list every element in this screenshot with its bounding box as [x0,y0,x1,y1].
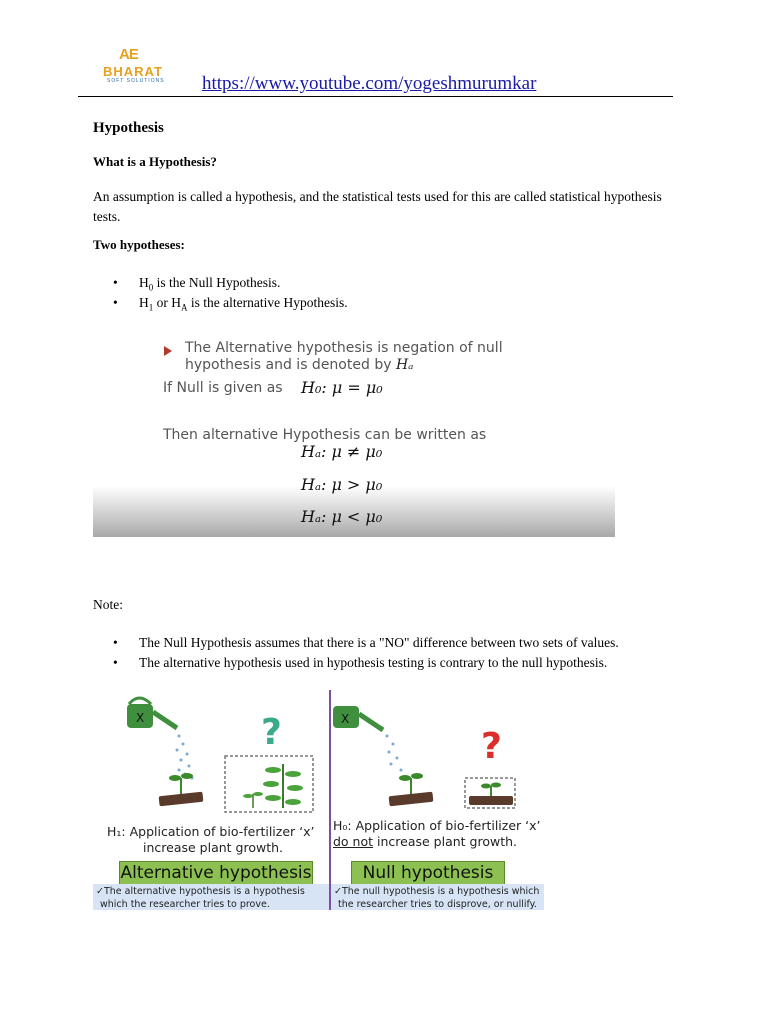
two-hypotheses-heading: Two hypotheses: [93,237,185,252]
definition-paragraph: An assumption is called a hypothesis, and the statistical tests used for this are called statistical hypothesis tests. [93,189,662,224]
seedling-icon [389,773,434,806]
hypothesis-plants-figure [93,690,544,910]
null-equation: H₀: μ = μ₀ [301,378,383,397]
svg-text:X: X [136,711,145,725]
alt-equation-ne: Hₐ: μ ≠ μ₀ [301,442,383,461]
company-logo [95,44,173,88]
seedling-icon [159,773,204,806]
note-item: • The Null Hypothesis assumes that there is a "NO" difference between two sets of values. [93,633,619,653]
logo-name: BHARAT [103,64,163,79]
list-item-null: • $H_0$ is the Null Hypothesis. [93,273,348,293]
alternative-hypothesis-label: Alternative hypothesis [120,863,312,883]
alternative-label: Then alternative Hypothesis can be written as [163,427,487,443]
small-seedling-icon [469,783,513,806]
page-title: Hypothesis [93,120,164,136]
water-drops-icon [176,735,194,780]
watering-can-icon [127,698,177,728]
null-description: ✓The null hypothesis is a hypothesis which the researcher tries to disprove, or nullify. [331,884,544,910]
note-item: • The alternative hypothesis used in hypothesis testing is contrary to the null hypothesis. [93,653,619,673]
watering-can-icon [333,706,383,730]
water-drops-icon [386,735,403,772]
alternative-description: ✓The alternative hypothesis is a hypothesis which the researcher tries to prove. [93,884,329,910]
header-divider [78,96,673,97]
grown-plant-icon [243,764,303,808]
question-mark-icon: ? [261,712,282,753]
note-list [93,633,619,673]
list-item-alternative: • $H_1$ or $H_A$ is the alternative Hypothesis. [93,293,348,313]
alternative-caption: H₁: Application of bio-fertilizer ‘x’ increase plant growth. [107,824,315,855]
bullet-triangle-icon [164,346,172,356]
question-heading: What is a Hypothesis? [93,154,217,169]
alt-equation-lt: Hₐ: μ < μ₀ [301,507,383,526]
logo-mark: AE [119,46,138,63]
hypotheses-list [93,273,348,313]
null-caption: H₀: Application of bio-fertilizer ‘x’ do not increase plant growth. [333,818,541,849]
svg-text:X: X [341,712,350,726]
alt-equation-gt: Hₐ: μ > μ₀ [301,475,383,494]
slide-line-1: The Alternative hypothesis is negation of null [185,340,503,356]
question-mark-icon: ? [481,726,502,767]
note-label: Note: [93,597,123,612]
alternative-hypothesis-slide [93,336,615,537]
alternative-illustration [93,690,329,820]
logo-subtitle: SOFT SOLUTIONS [107,78,165,84]
null-given-label: If Null is given as [163,380,283,396]
null-hypothesis-label: Null hypothesis [351,861,505,885]
youtube-link[interactable]: https://www.youtube.com/yogeshmurumkar [202,73,537,94]
slide-line-2: hypothesis and is denoted by Hₐ [185,357,414,373]
null-illustration [331,690,544,820]
